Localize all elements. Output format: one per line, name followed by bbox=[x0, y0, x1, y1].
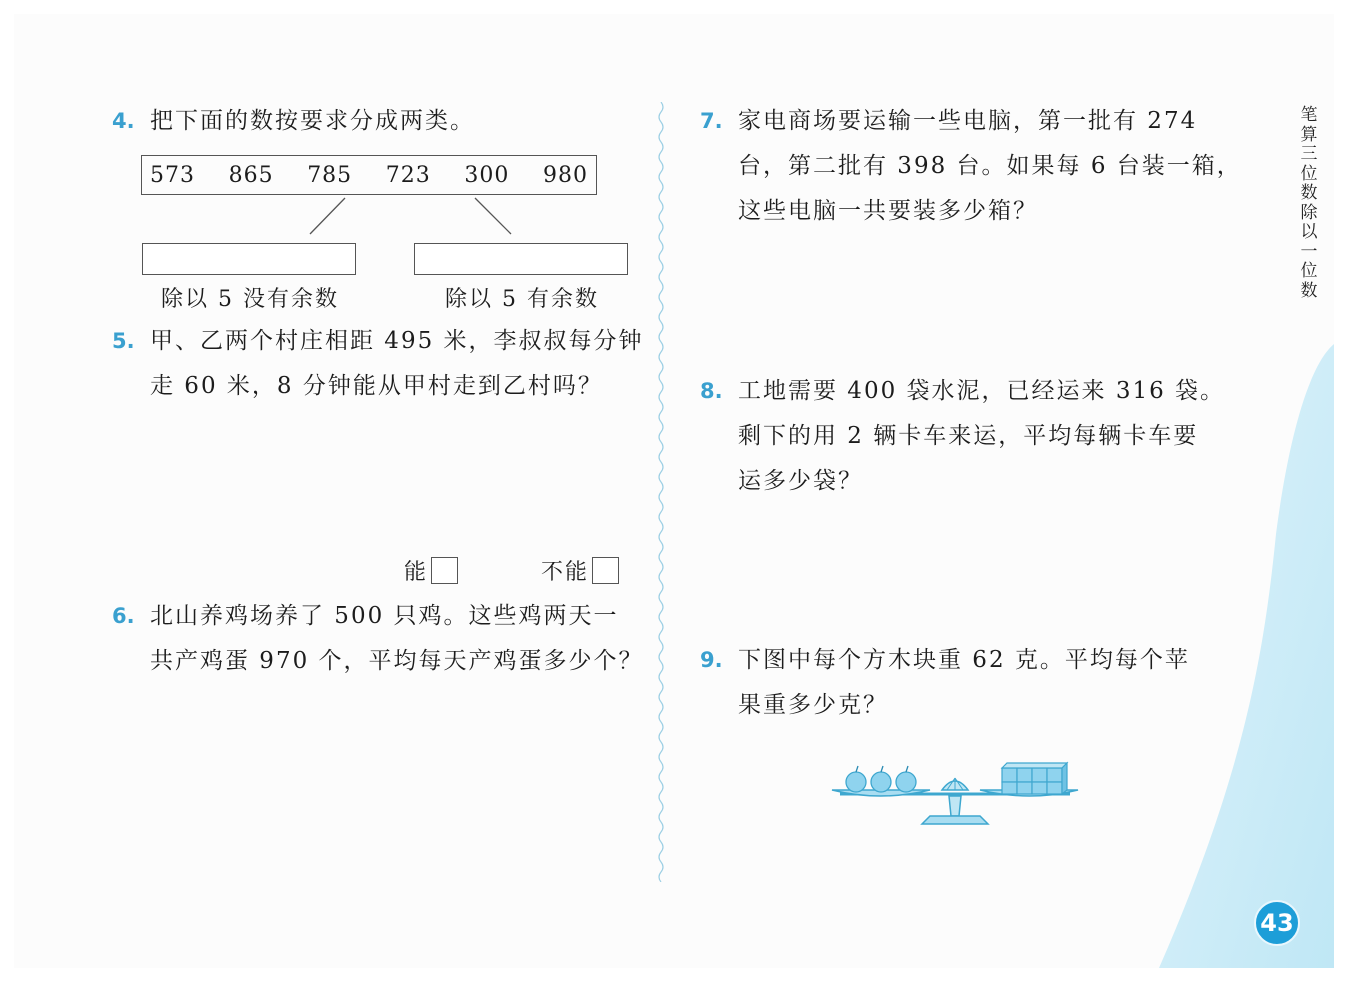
q7-number: 7. bbox=[700, 109, 723, 133]
number-item: 300 bbox=[464, 162, 510, 188]
label-no-remainder: 除以 5 没有余数 bbox=[161, 287, 339, 312]
sidebar-char: 位 bbox=[1300, 261, 1318, 281]
connector-lines bbox=[14, 14, 714, 274]
number-item: 980 bbox=[542, 162, 588, 188]
q5-line2: 走 60 米，8 分钟能从甲村走到乙村吗？ bbox=[150, 373, 603, 399]
sidebar-char: 位 bbox=[1300, 163, 1318, 184]
option-yes-label: 能 bbox=[404, 560, 429, 585]
sidebar-char: 数 bbox=[1300, 183, 1318, 203]
sidebar-char: 三 bbox=[1300, 144, 1318, 164]
q5-number: 5. bbox=[112, 329, 135, 353]
sidebar-char: 数 bbox=[1300, 280, 1318, 301]
column-divider bbox=[652, 102, 670, 882]
q8-line3: 运多少袋？ bbox=[738, 468, 863, 494]
sidebar-char: 算 bbox=[1300, 124, 1318, 145]
checkbox-yes[interactable] bbox=[431, 557, 458, 584]
q9-number: 9. bbox=[700, 648, 723, 672]
sidebar-char: 笔 bbox=[1300, 105, 1318, 125]
answer-box-no-remainder[interactable] bbox=[142, 243, 356, 275]
page-number-badge: 43 bbox=[1254, 900, 1300, 946]
q6-line1: 北山养鸡场养了 500 只鸡。这些鸡两天一 bbox=[150, 603, 619, 629]
apple-icon bbox=[846, 766, 916, 792]
q9-line1: 下图中每个方木块重 62 克。平均每个苹 bbox=[738, 647, 1190, 673]
balance-scale-illustration bbox=[830, 750, 1080, 828]
q8-number: 8. bbox=[700, 379, 723, 403]
q7-line2: 台，第二批有 398 台。如果每 6 台装一箱， bbox=[738, 153, 1242, 179]
option-yes bbox=[404, 555, 458, 586]
option-no-label: 不能 bbox=[541, 560, 590, 585]
sidebar-char: 一 bbox=[1300, 241, 1318, 262]
sidebar-char: 除 bbox=[1300, 202, 1318, 223]
option-no bbox=[541, 555, 619, 586]
number-item: 573 bbox=[150, 162, 195, 188]
q4-text: 把下面的数按要求分成两类。 bbox=[150, 108, 475, 134]
q9-line2: 果重多少克？ bbox=[738, 692, 888, 718]
sidebar-char: 以 bbox=[1300, 222, 1318, 242]
q8-line1: 工地需要 400 袋水泥，已经运来 316 袋。 bbox=[738, 378, 1226, 404]
q8-line2: 剩下的用 2 辆卡车来运，平均每辆卡车要 bbox=[738, 423, 1199, 449]
q6-line2: 共产鸡蛋 970 个，平均每天产鸡蛋多少个？ bbox=[150, 648, 644, 674]
number-item: 785 bbox=[307, 162, 353, 188]
q4-number: 4. bbox=[112, 109, 135, 133]
q7-line3: 这些电脑一共要装多少箱？ bbox=[738, 198, 1038, 224]
q7-line1: 家电商场要运输一些电脑，第一批有 274 bbox=[738, 108, 1198, 134]
q5-line1: 甲、乙两个村庄相距 495 米，李叔叔每分钟 bbox=[150, 328, 644, 354]
q6-number: 6. bbox=[112, 604, 135, 628]
number-item: 723 bbox=[385, 162, 431, 188]
checkbox-no[interactable] bbox=[592, 557, 619, 584]
label-remainder: 除以 5 有余数 bbox=[445, 287, 599, 312]
answer-box-remainder[interactable] bbox=[414, 243, 628, 275]
number-item: 865 bbox=[228, 162, 274, 188]
wood-block-icon bbox=[1002, 763, 1067, 794]
workbook-page bbox=[14, 14, 1334, 968]
chapter-sidebar-title bbox=[1296, 106, 1322, 301]
